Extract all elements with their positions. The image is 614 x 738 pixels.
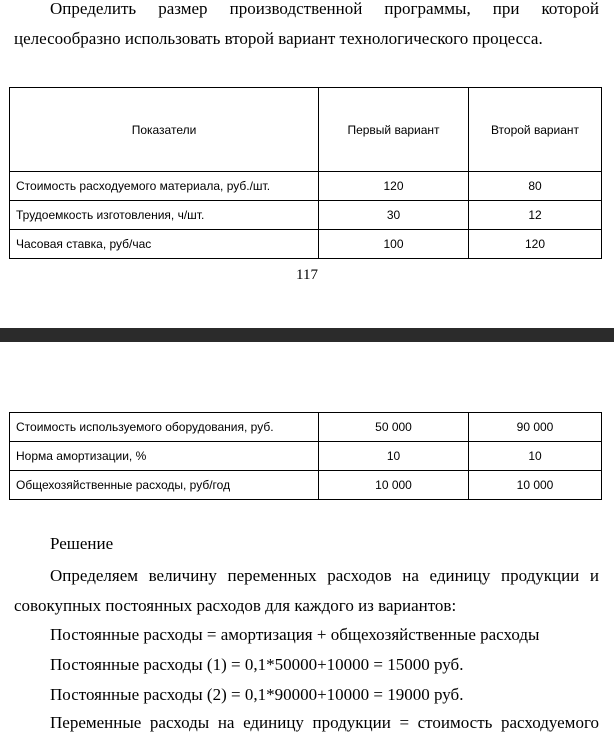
row-label: Трудоемкость изготовления, ч/шт.	[10, 201, 319, 230]
table-row	[10, 201, 602, 230]
data-table-continued	[9, 412, 602, 500]
formula-fixed-costs: Постоянные расходы = амортизация + общехозяйственные расходы	[50, 625, 540, 644]
row-label: Стоимость используемого оборудования, руб.	[10, 413, 319, 442]
cell-variant-2: 10	[469, 442, 602, 471]
table-row	[10, 230, 602, 259]
solution-para-line-1: Определяем величину переменных расходов на единицу продукции и	[50, 566, 599, 585]
formula-fixed-costs-variant-1: Постоянные расходы (1) = 0,1*50000+10000 = 15000 руб.	[50, 655, 464, 674]
cell-variant-2: 120	[469, 230, 602, 259]
cell-variant-1: 30	[319, 201, 469, 230]
table-row	[10, 471, 602, 500]
header-indicators: Показатели	[10, 88, 319, 172]
table-row	[10, 442, 602, 471]
page-number: 117	[296, 267, 318, 283]
row-label: Стоимость расходуемого материала, руб./шт.	[10, 172, 319, 201]
cell-variant-2: 80	[469, 172, 602, 201]
cell-variant-2: 10 000	[469, 471, 602, 500]
cell-variant-2: 12	[469, 201, 602, 230]
formula-fixed-costs-variant-2: Постоянные расходы (2) = 0,1*90000+10000 = 19000 руб.	[50, 685, 464, 704]
cell-variant-1: 120	[319, 172, 469, 201]
cell-variant-1: 100	[319, 230, 469, 259]
header-variant-2: Второй вариант	[469, 88, 602, 172]
cell-variant-1: 10	[319, 442, 469, 471]
data-table-top	[9, 87, 602, 259]
solution-para-line-2: совокупных постоянных расходов для каждого из вариантов:	[14, 596, 457, 615]
cell-variant-1: 10 000	[319, 471, 469, 500]
row-label: Часовая ставка, руб/час	[10, 230, 319, 259]
cell-variant-1: 50 000	[319, 413, 469, 442]
cell-variant-2: 90 000	[469, 413, 602, 442]
page-break-divider	[0, 328, 614, 342]
formula-variable-costs: Переменные расходы на единицу продукции = стоимость расходуемого	[50, 713, 599, 732]
intro-line-2: целесообразно использовать второй вариант технологического процесса.	[14, 29, 543, 48]
row-label: Общехозяйственные расходы, руб/год	[10, 471, 319, 500]
row-label: Норма амортизации, %	[10, 442, 319, 471]
header-variant-1: Первый вариант	[319, 88, 469, 172]
intro-line-1: Определить размер производственной программы, при которой	[50, 0, 599, 18]
table-header-row	[10, 88, 602, 172]
table-row	[10, 413, 602, 442]
table-row	[10, 172, 602, 201]
solution-heading: Решение	[50, 534, 114, 553]
